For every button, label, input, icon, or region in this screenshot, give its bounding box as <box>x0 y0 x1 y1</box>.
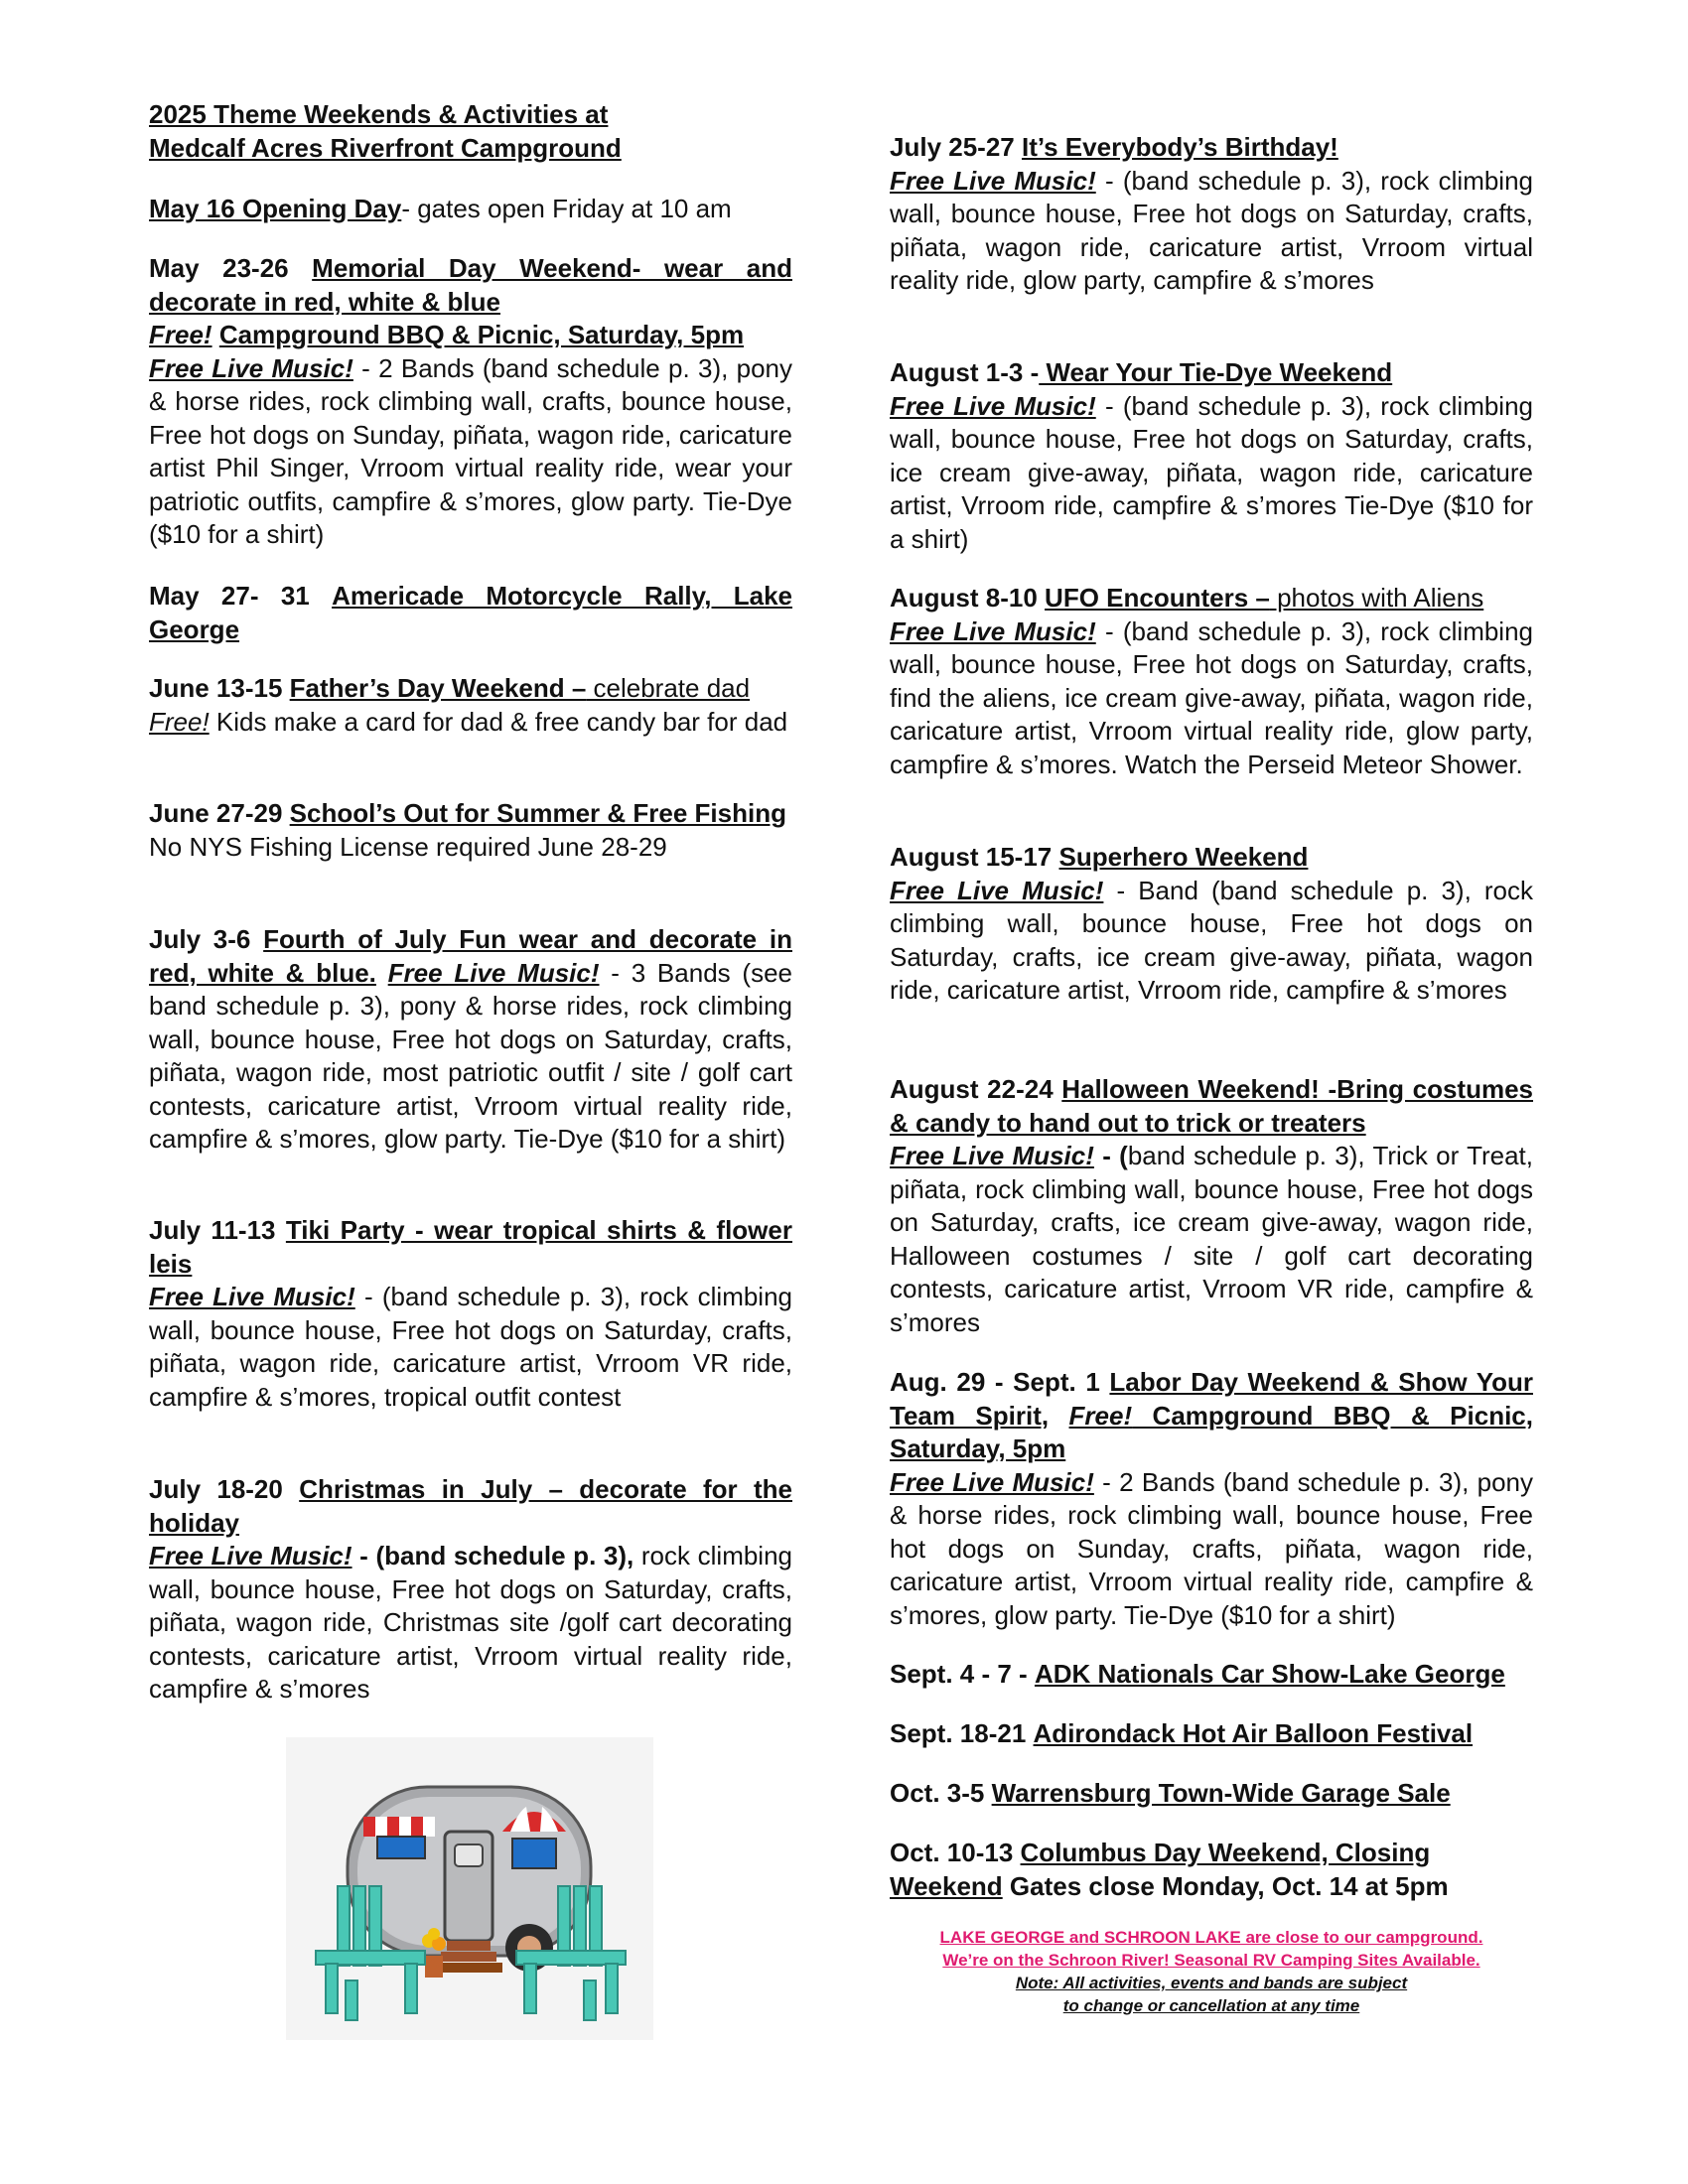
event-date: July 3-6 <box>149 924 251 954</box>
event-superhero <box>890 841 1533 1008</box>
event-date: Sept. 4 - 7 - <box>890 1659 1028 1689</box>
free-live-music: Free Live Music! <box>149 1282 355 1311</box>
event-details: - (band schedule p. 3), rock climbing wall, bounce house, Free hot dogs on Saturday, crafts, piñata, wagon ride, caricature artist, Vrroom VR ride, campfire & s’mores, tropical outfit contest <box>149 1282 793 1412</box>
event-theme-bbq: Campground BBQ & Picnic, Saturday, 5pm <box>890 1400 1533 1463</box>
event-garage-sale <box>890 1777 1533 1811</box>
event-theme: Wear Your Tie-Dye Weekend <box>1039 357 1393 387</box>
footer-notes <box>890 1926 1533 2017</box>
event-date: July 25-27 <box>890 132 1015 162</box>
event-details: rock climbing wall, bounce house, Free hot dogs on Saturday, crafts, piñata, wagon ride, Christmas site /golf cart decorating contests, caricature artist, Vrroom virtual reality ride, campfire & s’mores <box>149 1541 793 1704</box>
footer-line-1: LAKE GEORGE and SCHROON LAKE are close to our campground. <box>939 1928 1483 1947</box>
free-label: Free! <box>1068 1400 1133 1431</box>
event-band-schedule: - (band schedule p. 3), <box>352 1541 634 1570</box>
event-tie-dye <box>890 356 1533 556</box>
event-theme: Warrensburg Town-Wide Garage Sale <box>991 1778 1451 1808</box>
event-date: August 22-24 <box>890 1074 1054 1104</box>
free-live-music: Free Live Music! <box>149 1541 352 1570</box>
event-date: June 13-15 <box>149 673 283 703</box>
event-bbq: Campground BBQ & Picnic, Saturday, 5pm <box>218 320 745 349</box>
footer-line-2: We’re on the Schroon River! Seasonal RV Camping Sites Available. <box>942 1951 1480 1970</box>
event-date: August 15-17 <box>890 842 1053 872</box>
free-label: Free! <box>149 706 210 737</box>
event-balloon-festival <box>890 1717 1533 1751</box>
event-tiki-party <box>149 1214 792 1414</box>
free-label: Free! <box>149 320 212 349</box>
event-schools-out <box>149 797 792 864</box>
event-theme: Americade Motorcycle Rally, Lake George <box>149 581 793 644</box>
event-details: - 2 Bands (band schedule p. 3), pony & horse rides, rock climbing wall, bounce house, Free hot dogs on Sunday, crafts, piñata, wagon ride, caricature artist, Vrroom virtual reality ride, campfire & s’mores, glow party. Tie-Dye ($10 for a shirt) <box>890 1466 1534 1630</box>
event-everybodys-birthday <box>890 131 1533 298</box>
event-band-schedule: - ( <box>1093 1141 1128 1170</box>
event-theme: Columbus Day Weekend, Closing Weekend <box>890 1838 1431 1901</box>
event-theme-rest: photos with Aliens <box>1269 583 1484 613</box>
event-theme-rest: celebrate dad <box>586 673 751 703</box>
event-fourth-of-july <box>149 923 792 1157</box>
page-title <box>149 97 792 165</box>
event-theme: Memorial Day Weekend- wear and decorate in red, white & blue <box>149 253 792 317</box>
free-live-music: Free Live Music! <box>387 957 600 988</box>
event-opening-day <box>149 193 792 226</box>
event-theme: School’s Out for Summer & Free Fishing <box>289 798 786 828</box>
event-ufo-encounters <box>890 582 1533 781</box>
event-date: Sept. 18-21 <box>890 1718 1027 1748</box>
event-details: - 2 Bands (band schedule p. 3), pony & horse rides, rock climbing wall, crafts, bounce house, Free hot dogs on Sunday, piñata, wagon ride, caricature artist Phil Singer, Vrroom virtual reality ride, wear your patriotic outfits, campfire & s’mores, glow party. Tie-Dye ($10 for a shirt) <box>149 352 793 549</box>
event-date: August 8-10 <box>890 583 1038 613</box>
free-live-music: Free Live Music! <box>890 390 1096 421</box>
event-theme: Fourth of July Fun wear and decorate in red, white & blue. <box>149 924 792 988</box>
event-columbus-day <box>890 1837 1533 1903</box>
event-details: - 3 Bands (see band schedule p. 3), pony & horse rides, rock climbing wall, bounce house, Free hot dogs on Saturday, crafts, piñata, wagon ride, most patriotic outfit / site / golf cart contests, caricature artist, Vrroom virtual reality ride, campfire & s’mores, glow party. Tie-Dye ($10 for a shirt) <box>149 957 792 1154</box>
event-details: - (band schedule p. 3), rock climbing wall, bounce house, Free hot dogs on Saturday, crafts, piñata, wagon ride, caricature artist, Vrroom virtual reality ride, glow party, campfire & s’mores <box>890 165 1534 295</box>
event-theme: Superhero Weekend <box>1058 842 1309 872</box>
event-details: No NYS Fishing License required June 28-29 <box>149 831 667 862</box>
event-theme: Adirondack Hot Air Balloon Festival <box>1033 1718 1474 1748</box>
footer-note-2: to change or cancellation at any time <box>1062 1996 1360 2015</box>
free-live-music: Free Live Music! <box>890 875 1104 905</box>
footer-note-1: Note: All activities, events and bands are subject <box>1015 1974 1408 1992</box>
event-details: Gates close Monday, Oct. 14 at 5pm <box>1002 1870 1449 1901</box>
event-details: - (band schedule p. 3), rock climbing wall, bounce house, Free hot dogs on Saturday, crafts, find the aliens, ice cream give-away, piñata, wagon ride, caricature artist, Vrroom virtual reality ride, glow party, campfire & s’mores. Watch the Perseid Meteor Shower. <box>890 615 1534 779</box>
event-labor-day <box>890 1366 1533 1632</box>
event-adk-nationals <box>890 1658 1533 1692</box>
event-memorial-day <box>149 252 792 552</box>
event-details: Kids make a card for dad & free candy bar for dad <box>209 706 788 737</box>
event-details: - Band (band schedule p. 3), rock climbing wall, bounce house, Free hot dogs on Saturday, crafts, ice cream give-away, piñata, wagon ride, caricature artist, Vrroom ride, campfire & s’mores <box>890 875 1533 1005</box>
event-date: Aug. 29 - Sept. 1 <box>890 1367 1100 1397</box>
event-date: August 1-3 - <box>890 357 1040 387</box>
title-line-1: 2025 Theme Weekends & Activities at <box>149 99 609 129</box>
free-live-music: Free Live Music! <box>890 615 1096 646</box>
event-details: band schedule p. 3), Trick or Treat, piñata, rock climbing wall, bounce house, Free hot dogs on Saturday, crafts, ice cream give-away, wagon ride, Halloween costumes / site / golf cart decorating contests, caricature artist, Vrroom VR ride, campfire & s’mores <box>890 1141 1534 1337</box>
event-date: Oct. 3-5 <box>890 1778 985 1808</box>
event-americade <box>149 580 792 646</box>
event-theme: Labor Day Weekend & Show Your Team Spirit, <box>890 1367 1533 1431</box>
camper-trailer-image <box>286 1737 653 2040</box>
event-details: - (band schedule p. 3), rock climbing wall, bounce house, Free hot dogs on Saturday, crafts, ice cream give-away, piñata, wagon ride, caricature artist, Vrroom ride, campfire & s’mores Tie-Dye ($10 for a shirt) <box>890 390 1534 554</box>
free-live-music: Free Live Music! <box>890 1141 1094 1170</box>
event-date: Oct. 10-13 <box>890 1838 1014 1867</box>
event-theme: Halloween Weekend! -Bring costumes & candy to hand out to trick or treaters <box>890 1074 1534 1138</box>
event-fathers-day <box>149 672 792 739</box>
event-date: July 11-13 <box>149 1215 276 1245</box>
event-theme: Christmas in July – decorate for the holiday <box>149 1474 792 1538</box>
event-theme: UFO Encounters – <box>1045 583 1270 613</box>
event-theme: ADK Nationals Car Show-Lake George <box>1034 1659 1505 1689</box>
event-date: May 23-26 <box>149 253 289 283</box>
title-line-2: Medcalf Acres Riverfront Campground <box>149 133 622 163</box>
event-details: - gates open Friday at 10 am <box>401 194 732 223</box>
event-theme: Father’s Day Weekend – <box>289 673 587 703</box>
event-date: July 18-20 <box>149 1474 283 1504</box>
event-date: June 27-29 <box>149 798 283 828</box>
event-halloween <box>890 1073 1533 1339</box>
event-date: May 16 Opening Day <box>149 194 402 223</box>
free-live-music: Free Live Music! <box>890 165 1096 196</box>
free-live-music: Free Live Music! <box>149 352 353 383</box>
event-date: May 27- 31 <box>149 581 310 611</box>
event-christmas-in-july <box>149 1473 792 1706</box>
event-theme: Tiki Party - wear tropical shirts & flower leis <box>149 1215 792 1279</box>
event-theme: It’s Everybody’s Birthday! <box>1021 132 1338 162</box>
free-live-music: Free Live Music! <box>890 1466 1094 1497</box>
